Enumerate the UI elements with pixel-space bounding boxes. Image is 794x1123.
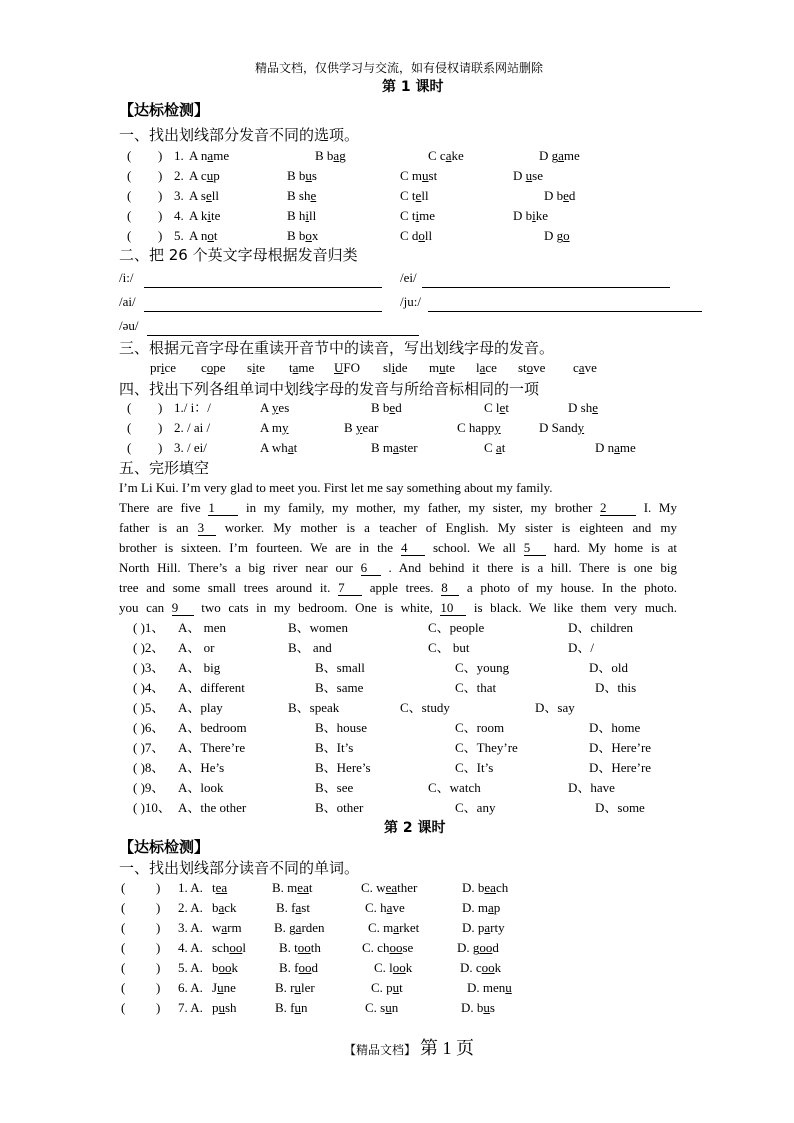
question-number: 3. A. [178,920,203,935]
option-d: D name [595,440,636,455]
answer-paren-open: ( [121,980,126,995]
option-c: C. market [368,920,420,935]
answer-paren-close: ) [156,980,161,995]
option-c: C、watch [428,780,481,795]
option-d: D、Here’re [589,760,652,775]
question-number: ( )2、 [133,640,165,655]
option-a: A my [260,420,289,435]
question-number: 7. A. [178,1000,203,1015]
option-c: C must [400,168,438,183]
option-a: back [212,900,237,915]
answer-paren: ) [158,440,163,455]
option-b: B、other [315,800,364,815]
option-d: D. bus [461,1000,495,1015]
blank-6: 6 [361,561,381,576]
question-number: ( )4、 [133,680,165,695]
question-number: 6. A. [178,980,203,995]
option-c: C、study [400,700,450,715]
option-c: C、They’re [455,740,518,755]
question-number: ( )3、 [133,660,165,675]
passage-text: . And behind it there is a hill. There is one big [380,560,677,575]
option-c: C、that [455,680,497,695]
answer-line [428,311,702,312]
passage-text: North Hill. There’s a big river near our [119,560,361,575]
option-d: D bike [513,208,549,223]
question-number: 4. A. [178,940,203,955]
option-c: C happy [457,420,501,435]
option-a: A name [189,148,230,163]
answer-paren-close: ) [158,228,163,243]
answer-paren-open: ( [121,880,126,895]
option-b: B bag [315,148,346,163]
answer-paren-open: ( [121,1000,126,1015]
l1-q3-heading: 三、根据元音字母在重读开音节中的读音，写出划线字母的发音。 [119,339,555,357]
question-number: 4. [174,208,184,223]
passage-line [119,578,677,598]
option-b: B. garden [274,920,325,935]
option-c: C. sun [365,1000,399,1015]
word: UFO [334,360,361,375]
question-number: 1. A. [178,880,203,895]
option-a: A、He’s [178,760,225,775]
option-d: D. beach [462,880,509,895]
option-d: D bed [544,188,576,203]
question-number: 3. / ei/ [174,440,207,455]
answer-paren-close: ) [156,920,161,935]
passage-text: apple trees. [362,580,442,595]
question-number: ( )6、 [133,720,165,735]
question-number: 1. [174,148,184,163]
option-c: C time [400,208,436,223]
option-d: D go [544,228,570,243]
option-a: A what [260,440,298,455]
option-d: D. menu [467,980,512,995]
passage-text: brother is sixteen. I’m fourteen. We are in the [119,540,401,555]
option-b: B、It’s [315,740,354,755]
phonetic-label-ou: /əu/ [119,318,139,333]
question-number: 5. A. [178,960,203,975]
option-c: C. put [371,980,403,995]
option-a: warm [212,920,242,935]
question-number: 2. / ai / [174,420,211,435]
answer-paren-open: ( [127,168,132,183]
answer-paren-open: ( [127,148,132,163]
option-c: C、It’s [455,760,494,775]
question-number: 1./ i：/ [174,400,211,415]
option-a: A cup [189,168,220,183]
passage-text: worker. My mother is a teacher of English. My sister is eighteen and my [215,520,677,535]
blank-9: 9 [172,601,194,616]
passage-line [119,538,677,558]
question-number: ( )5、 [133,700,165,715]
option-a: A、look [178,780,224,795]
option-a: A、play [178,700,223,715]
option-d: D、Here’re [589,740,652,755]
passage-line: I’m Li Kui. I’m very glad to meet you. First let me say something about my family. [119,480,553,495]
option-d: D game [539,148,580,163]
answer-paren-close: ) [156,940,161,955]
option-c: C tell [400,188,429,203]
lesson1-section-tag: 【达标检测】 [119,101,210,119]
option-c: C doll [400,228,433,243]
blank-8: 8 [441,581,459,596]
word: slide [383,360,408,375]
answer-paren: ) [158,420,163,435]
option-b: B year [344,420,379,435]
option-a: A yes [260,400,290,415]
option-a: A not [189,228,218,243]
option-a: A、There’re [178,740,246,755]
option-b: B. food [279,960,318,975]
answer-paren: ( [127,400,132,415]
question-number: ( )7、 [133,740,165,755]
question-number: 5. [174,228,184,243]
option-b: B she [287,188,317,203]
passage-text: two cats in my bedroom. One is white, [193,600,441,615]
answer-paren-open: ( [121,960,126,975]
lesson2-title: 第 2 课时 [384,820,446,836]
option-d: D、old [589,660,629,675]
lesson1-title: 第 1 课时 [382,79,444,95]
option-c: C、room [455,720,505,735]
passage-text: I. My [636,500,677,515]
answer-paren-close: ) [156,960,161,975]
question-number: ( )10、 [133,800,171,815]
phonetic-label-i: /i:/ [119,270,134,285]
blank-2: 2 [600,501,636,516]
word: tame [289,360,315,375]
option-d: D、children [568,620,633,635]
l1-q2-heading: 二、把 26 个英文字母根据发音归类 [119,246,358,264]
passage-line [119,498,677,518]
option-c: C、young [455,660,510,675]
passage-text: in my family, my mother, my father, my sister, my brother [238,500,601,515]
question-number: ( )1、 [133,620,165,635]
option-d: D. map [462,900,501,915]
passage-text: school. We all [424,540,524,555]
option-b: B bus [287,168,317,183]
question-number: ( )8、 [133,760,165,775]
option-a: A、different [178,680,245,695]
passage-line [119,558,677,578]
option-c: C let [484,400,509,415]
option-a: book [212,960,238,975]
answer-paren: ( [127,440,132,455]
option-a: A、 or [178,640,215,655]
option-a: A、 big [178,660,221,675]
option-c: C at [484,440,506,455]
l1-q5-heading: 五、完形填空 [119,459,210,477]
option-b: B. meat [272,880,313,895]
option-b: B. fast [276,900,310,915]
answer-line [422,287,670,288]
passage-line [119,518,677,538]
option-b: B、Here’s [315,760,371,775]
lesson2-section-tag: 【达标检测】 [119,838,210,856]
answer-paren-close: ) [156,900,161,915]
option-b: B、same [315,680,364,695]
option-b: B box [287,228,319,243]
answer-paren-open: ( [127,188,132,203]
option-d: D、this [595,680,637,695]
option-d: D. good [457,940,499,955]
option-a: June [212,980,236,995]
option-c: C. weather [361,880,418,895]
option-c: C、any [455,800,496,815]
l1-q1-heading: 一、找出划线部分发音不同的选项。 [119,126,360,144]
phonetic-label-ei: /ei/ [400,270,417,285]
word: price [150,360,177,375]
option-d: D、have [568,780,615,795]
l2-q1-heading: 一、找出划线部分读音不同的单词。 [119,859,360,877]
option-a: A kite [189,208,221,223]
option-a: A、the other [178,800,247,815]
option-b: B、speak [288,700,340,715]
word: site [247,360,266,375]
passage-text: There are five [119,500,209,515]
blank-5: 5 [524,541,546,556]
blank-3: 3 [198,521,216,536]
option-b: B、see [315,780,354,795]
option-c: C、people [428,620,485,635]
option-d: D Sandy [539,420,585,435]
option-b: B. tooth [279,940,321,955]
passage-text: hard. My home is at [545,540,677,555]
option-d: D she [568,400,598,415]
answer-line [147,335,419,336]
phonetic-label-ju: /ju:/ [400,294,421,309]
blank-1: 1 [208,501,238,516]
answer-paren-close: ) [158,168,163,183]
footer-tag: 【精品文档】 [344,1043,417,1057]
option-b: B. fun [275,1000,308,1015]
word: cope [201,360,226,375]
l1-q4-heading: 四、找出下列各组单词中划线字母的发音与所给音标相同的一项 [119,380,540,398]
question-number: ( )9、 [133,780,165,795]
answer-paren-close: ) [156,1000,161,1015]
option-d: D、home [589,720,641,735]
blank-10: 10 [440,601,466,616]
option-a: A、bedroom [178,720,247,735]
passage-text: is black. We like them very much. [466,600,677,615]
question-number: 2. [174,168,184,183]
passage-text: you can [119,600,172,615]
passage-text: father is an [119,520,198,535]
answer-paren: ) [158,400,163,415]
answer-paren-close: ) [158,208,163,223]
option-d: D use [513,168,543,183]
option-a: A sell [189,188,219,203]
answer-paren-open: ( [127,208,132,223]
answer-paren-open: ( [127,228,132,243]
passage-text: tree and some small trees around it. [119,580,339,595]
passage-text: a photo of my house. In the photo. [459,580,677,595]
answer-paren-close: ) [158,188,163,203]
word: cave [573,360,597,375]
option-b: B bed [371,400,402,415]
blank-4: 4 [401,541,425,556]
option-c: C cake [428,148,464,163]
answer-paren-close: ) [158,148,163,163]
answer-paren-close: ) [156,880,161,895]
option-c: C、 but [428,640,470,655]
question-number: 2. A. [178,900,203,915]
page-number: 第 1 页 [420,1038,475,1058]
option-b: B master [371,440,418,455]
option-c: C. look [374,960,413,975]
answer-paren-open: ( [121,900,126,915]
option-d: D、say [535,700,575,715]
answer-paren-open: ( [121,940,126,955]
answer-paren: ( [127,420,132,435]
option-a: tea [212,880,228,895]
option-b: B. ruler [275,980,315,995]
option-b: B、 and [288,640,332,655]
passage-line [119,598,677,618]
option-b: B、house [315,720,368,735]
option-b: B、small [315,660,365,675]
word: stove [518,360,546,375]
option-b: B、women [288,620,348,635]
word: mute [429,360,456,375]
option-d: D. party [462,920,505,935]
answer-line [144,311,382,312]
word: lace [476,360,497,375]
option-a: school [212,940,246,955]
option-a: A、 men [178,620,227,635]
question-number: 3. [174,188,184,203]
option-c: C. have [365,900,405,915]
phonetic-label-ai: /ai/ [119,294,136,309]
option-b: B hill [287,208,317,223]
option-c: C. choose [362,940,414,955]
option-d: D、some [595,800,645,815]
page-footer [344,1034,474,1060]
option-d: D. cook [460,960,502,975]
watermark-text: 精品文档，仅供学习与交流，如有侵权请联系网站删除 [255,61,544,75]
option-a: push [212,1000,237,1015]
answer-paren-open: ( [121,920,126,935]
option-d: D、/ [568,640,595,655]
blank-7: 7 [338,581,362,596]
answer-line [144,287,382,288]
